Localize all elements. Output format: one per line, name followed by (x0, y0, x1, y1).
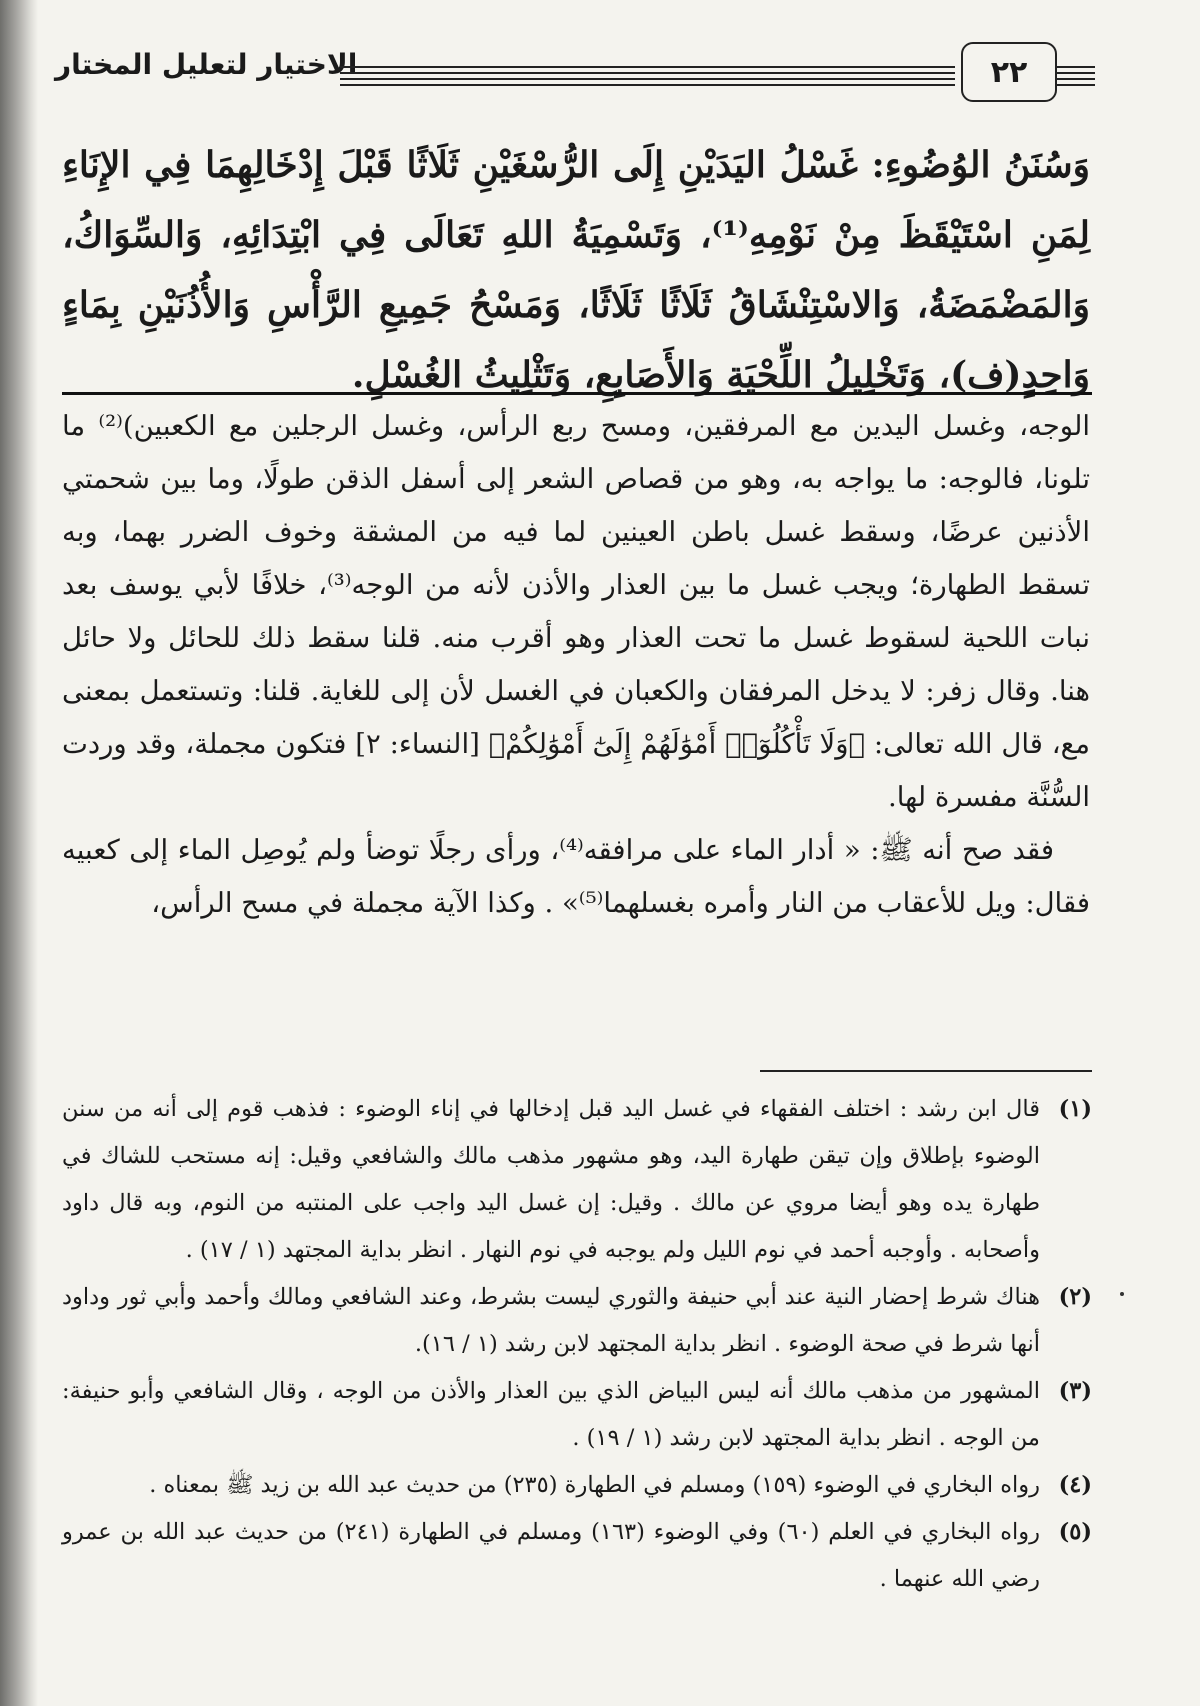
header-rule (340, 78, 955, 80)
text-divider (62, 392, 1092, 395)
footnote-number: (٣) (1058, 1378, 1092, 1404)
footnote (62, 1274, 1092, 1368)
footnotes-block (62, 1086, 1092, 1603)
footnote-divider (760, 1070, 1092, 1072)
footnote (62, 1086, 1092, 1274)
footnote (62, 1509, 1092, 1603)
footnote-text: رواه البخاري في العلم (٦٠) وفي الوضوء (١٦٣) ومسلم في الطهارة (٢٤١) من حديث عبد الله بن عمرو رضي الله عنهما . (62, 1519, 1040, 1592)
ink-speck (1120, 1292, 1124, 1296)
page-number: ٢٢ (961, 42, 1057, 102)
footnote (62, 1462, 1092, 1509)
footnote-text: رواه البخاري في الوضوء (١٥٩) ومسلم في الطهارة (٢٣٥) من حديث عبد الله بن زيد ﷺ بمعناه . (149, 1472, 1040, 1498)
footnote-text: هناك شرط إحضار النية عند أبي حنيفة والثوري ليست بشرط، وعند الشافعي ومالك وأحمد وأبي ثور وداود أنها شرط في صحة الوضوء . انظر بداية المجتهد لابن رشد (١ / ١٦). (62, 1284, 1040, 1357)
header-rule (1055, 72, 1095, 74)
header-rule (1055, 84, 1095, 86)
header-rule (340, 66, 955, 68)
main-text-block (62, 130, 1090, 410)
footnote (62, 1368, 1092, 1462)
header-rule (340, 72, 955, 74)
header-rule (1055, 66, 1095, 68)
commentary-paragraph: فقد صح أنه ﷺ: « أدار الماء على مرافقه⁽⁴⁾، ورأى رجلًا توضأ ولم يُوصِل الماء إلى كعبيه فقال: ويل للأعقاب من النار وأمره بغسلهما⁽⁵⁾» . وكذا الآية مجملة في مسح الرأس، (62, 834, 1090, 919)
footnote-number: (٤) (1058, 1472, 1092, 1498)
footnote-text: المشهور من مذهب مالك أنه ليس البياض الذي بين العذار والأذن من الوجه ، وقال الشافعي وأبو حنيفة: من الوجه . انظر بداية المجتهد لابن رشد (١ / ١٩) . (62, 1378, 1040, 1451)
main-text-paragraph: وَسُنَنُ الوُضُوءِ: غَسْلُ اليَدَيْنِ إِلَى الرُّسْغَيْنِ ثَلَاثًا قَبْلَ إِدْخَالِهِمَا فِي الإِنَاءِ لِمَنِ اسْتَيْقَظَ مِنْ نَوْمِهِ⁽¹⁾، وَتَسْمِيَةُ اللهِ تَعَالَى فِي ابْتِدَائِهِ، وَالسِّوَاكُ، وَالمَضْمَضَةُ، وَالاسْتِنْشَاقُ ثَلَاثًا ثَلَاثًا، وَمَسْحُ جَمِيعِ الرَّأْسِ وَالأُذُنَيْنِ بِمَاءٍ وَاحِدٍ(ف)، وَتَخْلِيلُ اللِّحْيَةِ وَالأَصَابِعِ، وَتَثْلِيثُ الغُسْلِ. (62, 144, 1091, 396)
book-spine-shadow (0, 0, 38, 1706)
page-header (55, 40, 1095, 110)
footnote-number: (٥) (1058, 1519, 1092, 1545)
footnote-number: (٢) (1058, 1284, 1092, 1310)
commentary-block (62, 400, 1090, 930)
footnote-text: قال ابن رشد : اختلف الفقهاء في غسل اليد قبل إدخالها في إناء الوضوء : فذهب قوم إلى أنه من سنن الوضوء بإطلاق وإن تيقن طهارة اليد، وهو مشهور مذهب مالك والشافعي وقيل: إنه مستحب للشاك في طهارة يده وهو أيضا مروي عن مالك . وقيل: إن غسل اليد واجب على المنتبه من النوم، وبه قال داود وأصحابه . وأوجبه أحمد في نوم الليل ولم يوجبه في نوم النهار . انظر بداية المجتهد (١ / ١٧) . (62, 1096, 1040, 1263)
header-rule (1055, 78, 1095, 80)
header-rule (340, 84, 955, 86)
commentary-paragraph: الوجه، وغسل اليدين مع المرفقين، ومسح ربع الرأس، وغسل الرجلين مع الكعبين)⁽²⁾ ما تلونا، فالوجه: ما يواجه به، وهو من قصاص الشعر إلى أسفل الذقن طولًا، وما بين شحمتي الأذنين عرضًا، وسقط غسل باطن العينين لما فيه من المشقة وخوف الضرر بهما، وبه تسقط الطهارة؛ ويجب غسل ما بين العذار والأذن لأنه من الوجه⁽³⁾، خلافًا لأبي يوسف بعد نبات اللحية لسقوط غسل ما تحت العذار وهو أقرب منه. قلنا سقط ذلك للحائل ولا حائل هنا. وقال زفر: لا يدخل المرفقان والكعبان في الغسل لأن إلى للغاية. قلنا: وتستعمل بمعنى مع، قال الله تعالى: ﴿وَلَا تَأْكُلُوٓا۟ أَمْوَٰلَهُمْ إِلَىٰٓ أَمْوَٰلِكُمْ﴾ [النساء: ٢] فتكون مجملة، وقد وردت السُّنَّة مفسرة لها. (62, 410, 1091, 813)
footnote-number: (١) (1058, 1096, 1092, 1122)
running-title: الاختيار لتعليل المختار (55, 48, 358, 81)
